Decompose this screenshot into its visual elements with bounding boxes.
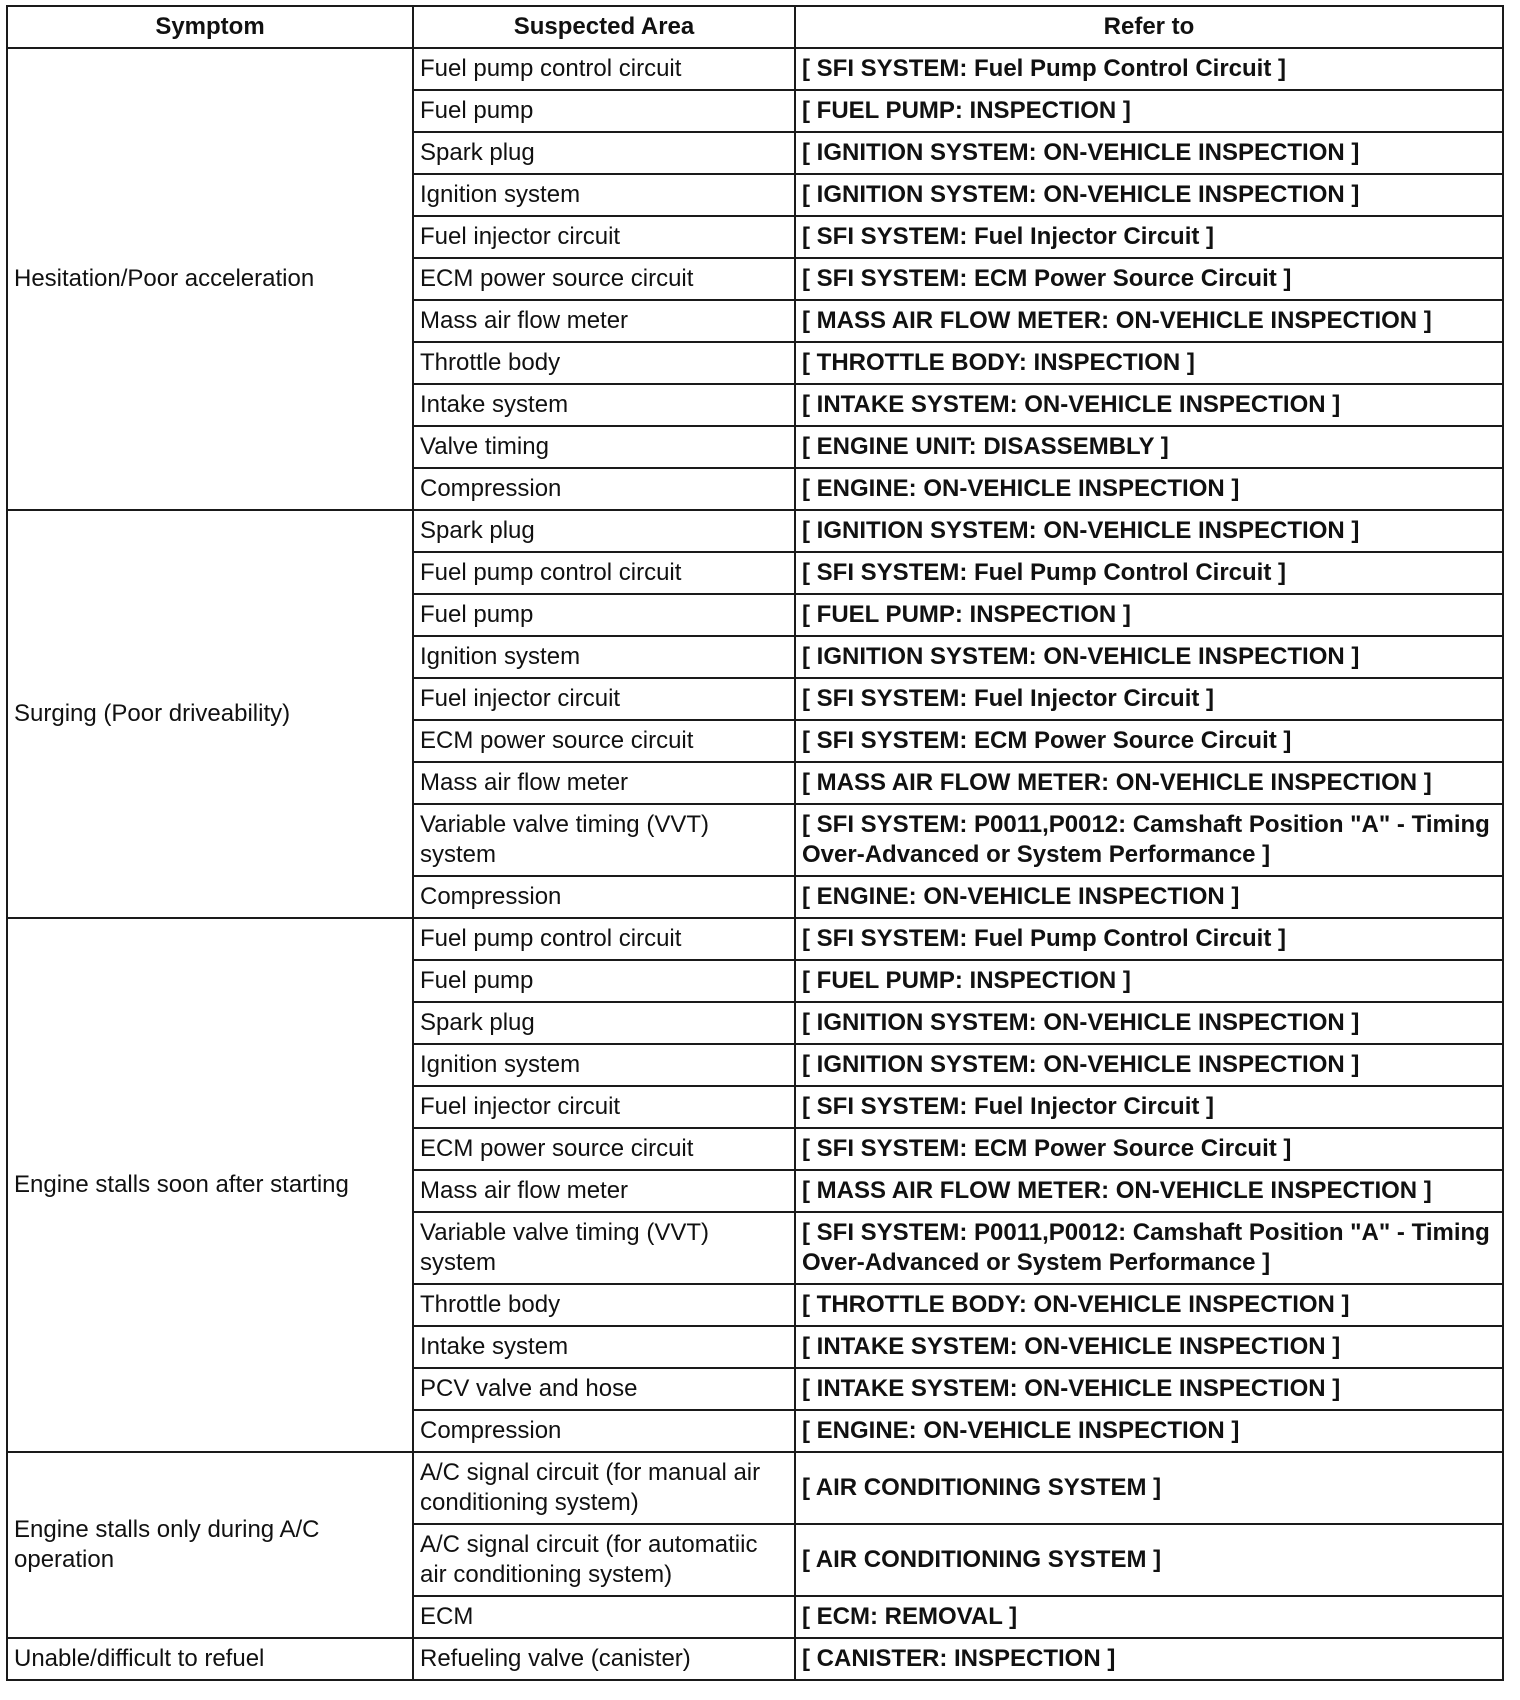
suspected-area-cell: Ignition system <box>413 174 795 216</box>
header-suspected-area: Suspected Area <box>413 6 795 48</box>
refer-to-link[interactable]: [ CANISTER: INSPECTION ] <box>795 1638 1503 1680</box>
header-row <box>7 6 1503 48</box>
suspected-area-cell: ECM power source circuit <box>413 1128 795 1170</box>
refer-to-link[interactable]: [ ECM: REMOVAL ] <box>795 1596 1503 1638</box>
suspected-area-cell: Ignition system <box>413 636 795 678</box>
suspected-area-cell: Mass air flow meter <box>413 1170 795 1212</box>
suspected-area-cell: PCV valve and hose <box>413 1368 795 1410</box>
suspected-area-cell: Intake system <box>413 1326 795 1368</box>
header-symptom: Symptom <box>7 6 413 48</box>
refer-to-link[interactable]: [ IGNITION SYSTEM: ON-VEHICLE INSPECTION ] <box>795 174 1503 216</box>
suspected-area-cell: ECM <box>413 1596 795 1638</box>
table-row <box>7 510 1503 552</box>
suspected-area-cell: Spark plug <box>413 510 795 552</box>
suspected-area-cell: Fuel pump <box>413 960 795 1002</box>
refer-to-link[interactable]: [ IGNITION SYSTEM: ON-VEHICLE INSPECTION ] <box>795 132 1503 174</box>
suspected-area-cell: Fuel pump control circuit <box>413 552 795 594</box>
suspected-area-cell: Valve timing <box>413 426 795 468</box>
diagnosis-table-page <box>6 5 1502 1681</box>
refer-to-link[interactable]: [ ENGINE: ON-VEHICLE INSPECTION ] <box>795 876 1503 918</box>
refer-to-link[interactable]: [ SFI SYSTEM: Fuel Injector Circuit ] <box>795 678 1503 720</box>
suspected-area-cell: Compression <box>413 876 795 918</box>
suspected-area-cell: Refueling valve (canister) <box>413 1638 795 1680</box>
suspected-area-cell: Spark plug <box>413 1002 795 1044</box>
table-row <box>7 918 1503 960</box>
suspected-area-cell: Throttle body <box>413 1284 795 1326</box>
refer-to-link[interactable]: [ SFI SYSTEM: Fuel Injector Circuit ] <box>795 1086 1503 1128</box>
suspected-area-cell: Fuel pump <box>413 594 795 636</box>
symptom-cell: Unable/difficult to refuel <box>7 1638 413 1680</box>
refer-to-link[interactable]: [ IGNITION SYSTEM: ON-VEHICLE INSPECTION ] <box>795 1044 1503 1086</box>
refer-to-link[interactable]: [ SFI SYSTEM: ECM Power Source Circuit ] <box>795 1128 1503 1170</box>
suspected-area-cell: Fuel injector circuit <box>413 678 795 720</box>
refer-to-link[interactable]: [ SFI SYSTEM: Fuel Pump Control Circuit ] <box>795 48 1503 90</box>
refer-to-link[interactable]: [ ENGINE UNIT: DISASSEMBLY ] <box>795 426 1503 468</box>
suspected-area-cell: Fuel pump control circuit <box>413 918 795 960</box>
refer-to-link[interactable]: [ INTAKE SYSTEM: ON-VEHICLE INSPECTION ] <box>795 1368 1503 1410</box>
refer-to-link[interactable]: [ AIR CONDITIONING SYSTEM ] <box>795 1524 1503 1596</box>
suspected-area-cell: A/C signal circuit (for automatiic air conditioning system) <box>413 1524 795 1596</box>
refer-to-link[interactable]: [ FUEL PUMP: INSPECTION ] <box>795 960 1503 1002</box>
suspected-area-cell: Fuel injector circuit <box>413 216 795 258</box>
refer-to-link[interactable]: [ SFI SYSTEM: P0011,P0012: Camshaft Position "A" - Timing Over-Advanced or System Performance ] <box>795 804 1503 876</box>
refer-to-link[interactable]: [ IGNITION SYSTEM: ON-VEHICLE INSPECTION ] <box>795 636 1503 678</box>
symptom-cell: Hesitation/Poor acceleration <box>7 48 413 510</box>
refer-to-link[interactable]: [ SFI SYSTEM: Fuel Injector Circuit ] <box>795 216 1503 258</box>
refer-to-link[interactable]: [ MASS AIR FLOW METER: ON-VEHICLE INSPECTION ] <box>795 1170 1503 1212</box>
refer-to-link[interactable]: [ FUEL PUMP: INSPECTION ] <box>795 594 1503 636</box>
suspected-area-cell: Variable valve timing (VVT) system <box>413 804 795 876</box>
refer-to-link[interactable]: [ SFI SYSTEM: P0011,P0012: Camshaft Position "A" - Timing Over-Advanced or System Performance ] <box>795 1212 1503 1284</box>
table-row <box>7 48 1503 90</box>
suspected-area-cell: Fuel pump <box>413 90 795 132</box>
refer-to-link[interactable]: [ IGNITION SYSTEM: ON-VEHICLE INSPECTION ] <box>795 1002 1503 1044</box>
suspected-area-cell: Variable valve timing (VVT) system <box>413 1212 795 1284</box>
refer-to-link[interactable]: [ SFI SYSTEM: Fuel Pump Control Circuit ] <box>795 918 1503 960</box>
refer-to-link[interactable]: [ MASS AIR FLOW METER: ON-VEHICLE INSPECTION ] <box>795 300 1503 342</box>
refer-to-link[interactable]: [ ENGINE: ON-VEHICLE INSPECTION ] <box>795 1410 1503 1452</box>
suspected-area-cell: ECM power source circuit <box>413 258 795 300</box>
suspected-area-cell: Mass air flow meter <box>413 300 795 342</box>
suspected-area-cell: Throttle body <box>413 342 795 384</box>
table-row <box>7 1452 1503 1524</box>
symptom-cell: Engine stalls only during A/C operation <box>7 1452 413 1638</box>
suspected-area-cell: ECM power source circuit <box>413 720 795 762</box>
refer-to-link[interactable]: [ THROTTLE BODY: INSPECTION ] <box>795 342 1503 384</box>
refer-to-link[interactable]: [ MASS AIR FLOW METER: ON-VEHICLE INSPECTION ] <box>795 762 1503 804</box>
table-row <box>7 1638 1503 1680</box>
suspected-area-cell: Ignition system <box>413 1044 795 1086</box>
refer-to-link[interactable]: [ THROTTLE BODY: ON-VEHICLE INSPECTION ] <box>795 1284 1503 1326</box>
refer-to-link[interactable]: [ SFI SYSTEM: ECM Power Source Circuit ] <box>795 258 1503 300</box>
suspected-area-cell: Intake system <box>413 384 795 426</box>
refer-to-link[interactable]: [ INTAKE SYSTEM: ON-VEHICLE INSPECTION ] <box>795 384 1503 426</box>
suspected-area-cell: Fuel injector circuit <box>413 1086 795 1128</box>
suspected-area-cell: A/C signal circuit (for manual air conditioning system) <box>413 1452 795 1524</box>
suspected-area-cell: Mass air flow meter <box>413 762 795 804</box>
refer-to-link[interactable]: [ FUEL PUMP: INSPECTION ] <box>795 90 1503 132</box>
header-refer-to: Refer to <box>795 6 1503 48</box>
refer-to-link[interactable]: [ AIR CONDITIONING SYSTEM ] <box>795 1452 1503 1524</box>
refer-to-link[interactable]: [ SFI SYSTEM: Fuel Pump Control Circuit ] <box>795 552 1503 594</box>
refer-to-link[interactable]: [ INTAKE SYSTEM: ON-VEHICLE INSPECTION ] <box>795 1326 1503 1368</box>
refer-to-link[interactable]: [ ENGINE: ON-VEHICLE INSPECTION ] <box>795 468 1503 510</box>
suspected-area-cell: Compression <box>413 1410 795 1452</box>
symptom-cell: Surging (Poor driveability) <box>7 510 413 918</box>
refer-to-link[interactable]: [ IGNITION SYSTEM: ON-VEHICLE INSPECTION ] <box>795 510 1503 552</box>
symptom-table <box>6 5 1504 1681</box>
suspected-area-cell: Fuel pump control circuit <box>413 48 795 90</box>
symptom-cell: Engine stalls soon after starting <box>7 918 413 1452</box>
suspected-area-cell: Compression <box>413 468 795 510</box>
suspected-area-cell: Spark plug <box>413 132 795 174</box>
refer-to-link[interactable]: [ SFI SYSTEM: ECM Power Source Circuit ] <box>795 720 1503 762</box>
